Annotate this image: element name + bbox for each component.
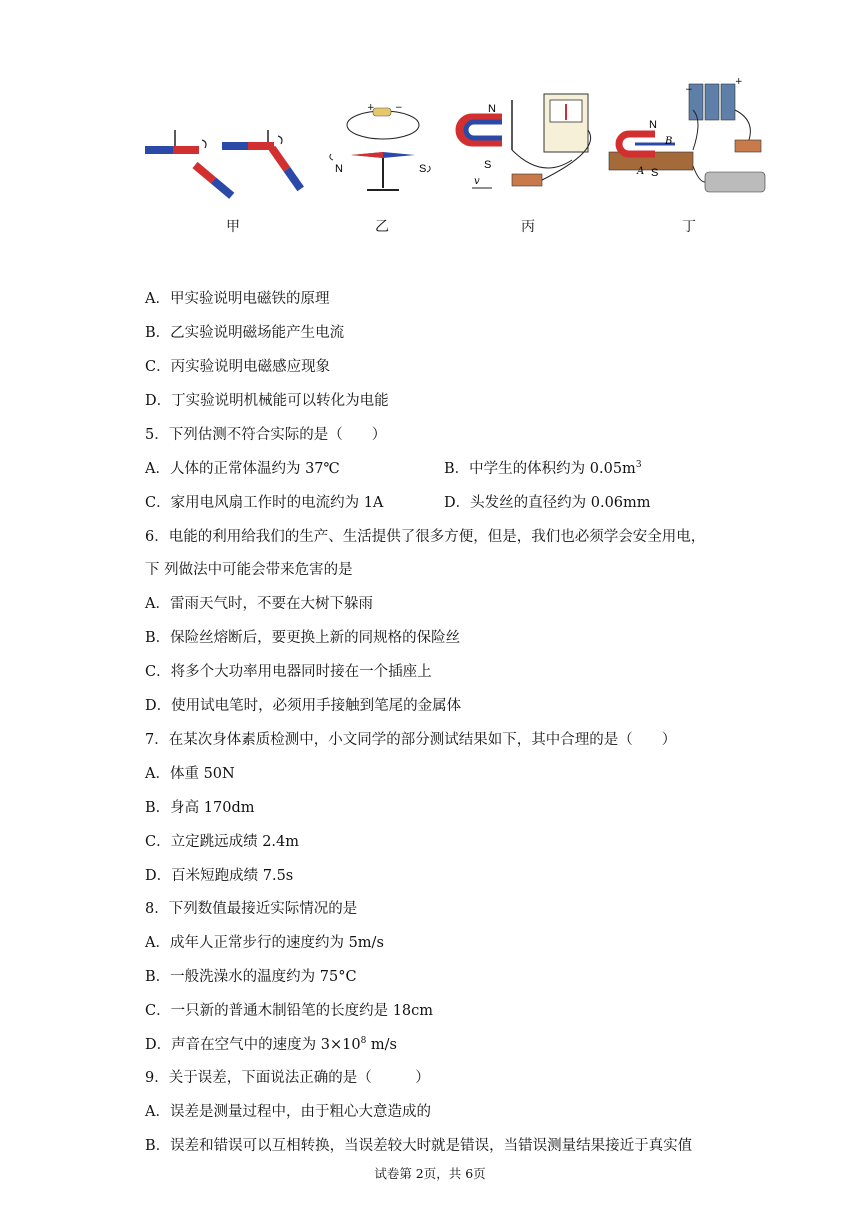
svg-text:N: N [649, 119, 657, 131]
q9-stem: 9．关于误差，下面说法正确的是（ ） [145, 1070, 430, 1086]
q5-option-d: D．头发丝的直径约为 0.06mm [444, 495, 651, 511]
svg-text:v: v [474, 176, 480, 187]
q8-option-d: D．声音在空气中的速度为 $3\times 10^8$ m/s [145, 1036, 397, 1053]
svg-text:−: − [685, 85, 693, 95]
q7-stem: 7．在某次身体素质检测中，小文同学的部分测试结果如下，其中合理的是（ ） [145, 732, 677, 748]
q5-stem: 5．下列估测不符合实际的是（ ） [145, 427, 387, 443]
q7-option-d: D．百米短跑成绩 7.5s [145, 868, 294, 884]
q7-option-a: A．体重 50N [145, 766, 235, 782]
q6-stem-line1: 6．电能的利用给我们的生产、生活提供了很多方便，但是，我们也必须学会安全用电， [145, 529, 706, 545]
caption-ding: 丁 [682, 219, 696, 235]
figure-bing [452, 70, 602, 200]
q6-option-d: D．使用试电笔时，必须用手接触到笔尾的金属体 [145, 698, 462, 714]
q4-option-d: D．丁实验说明机械能可以转化为电能 [145, 393, 389, 409]
svg-text:S: S [419, 163, 427, 175]
q4-option-a: A．甲实验说明电磁铁的原理 [145, 291, 330, 307]
q6-option-a: A．雷雨天气时，不要在大树下躲雨 [145, 596, 373, 612]
svg-text:S: S [484, 159, 492, 171]
figure-yi [325, 70, 435, 200]
q5-option-b: B．中学生的体积约为 $0.05m^3$ [444, 460, 642, 477]
q8-option-a: A．成年人正常步行的速度约为 5m/s [145, 935, 384, 951]
q9-option-b: B．误差和错误可以互相转换，当误差较大时就是错误，当错误测量结果接近于真实值 [145, 1138, 693, 1154]
svg-text:−: − [395, 103, 403, 113]
caption-bing: 丙 [521, 219, 535, 235]
figure-jia [140, 70, 310, 200]
figure-ding [605, 70, 780, 205]
q6-stem-line2: 下 列做法中可能会带来危害的是 [145, 562, 353, 578]
svg-text:A: A [637, 166, 645, 177]
page-footer: 试卷第 2页，共 6页 [374, 1166, 486, 1181]
svg-text:N: N [335, 163, 343, 175]
q8-stem: 8．下列数值最接近实际情况的是 [145, 901, 358, 917]
q7-option-b: B．身高 170dm [145, 800, 255, 816]
q6-option-b: B．保险丝熔断后，要更换上新的同规格的保险丝 [145, 630, 461, 646]
q8-option-c: C．一只新的普通木制铅笔的长度约是 18cm [145, 1003, 434, 1019]
svg-text:+: + [735, 77, 743, 87]
q4-option-b: B．乙实验说明磁场能产生电流 [145, 325, 345, 341]
caption-yi: 乙 [375, 219, 389, 235]
caption-jia: 甲 [226, 219, 240, 235]
svg-text:N: N [488, 103, 496, 115]
q5-option-a: A．人体的正常体温约为 37℃ [145, 461, 340, 477]
q5-option-c: C．家用电风扇工作时的电流约为 1A [145, 495, 384, 511]
q7-option-c: C．立定跳远成绩 2.4m [145, 834, 300, 850]
q8-option-b: B．一般洗澡水的温度约为 75°C [145, 969, 357, 985]
q4-option-c: C．丙实验说明电磁感应现象 [145, 359, 331, 375]
q6-option-c: C．将多个大功率用电器同时接在一个插座上 [145, 664, 432, 680]
svg-text:S: S [651, 167, 659, 179]
q9-option-a: A．误差是测量过程中，由于粗心大意造成的 [145, 1104, 431, 1120]
svg-text:+: + [367, 103, 375, 113]
svg-text:B: B [665, 136, 673, 147]
